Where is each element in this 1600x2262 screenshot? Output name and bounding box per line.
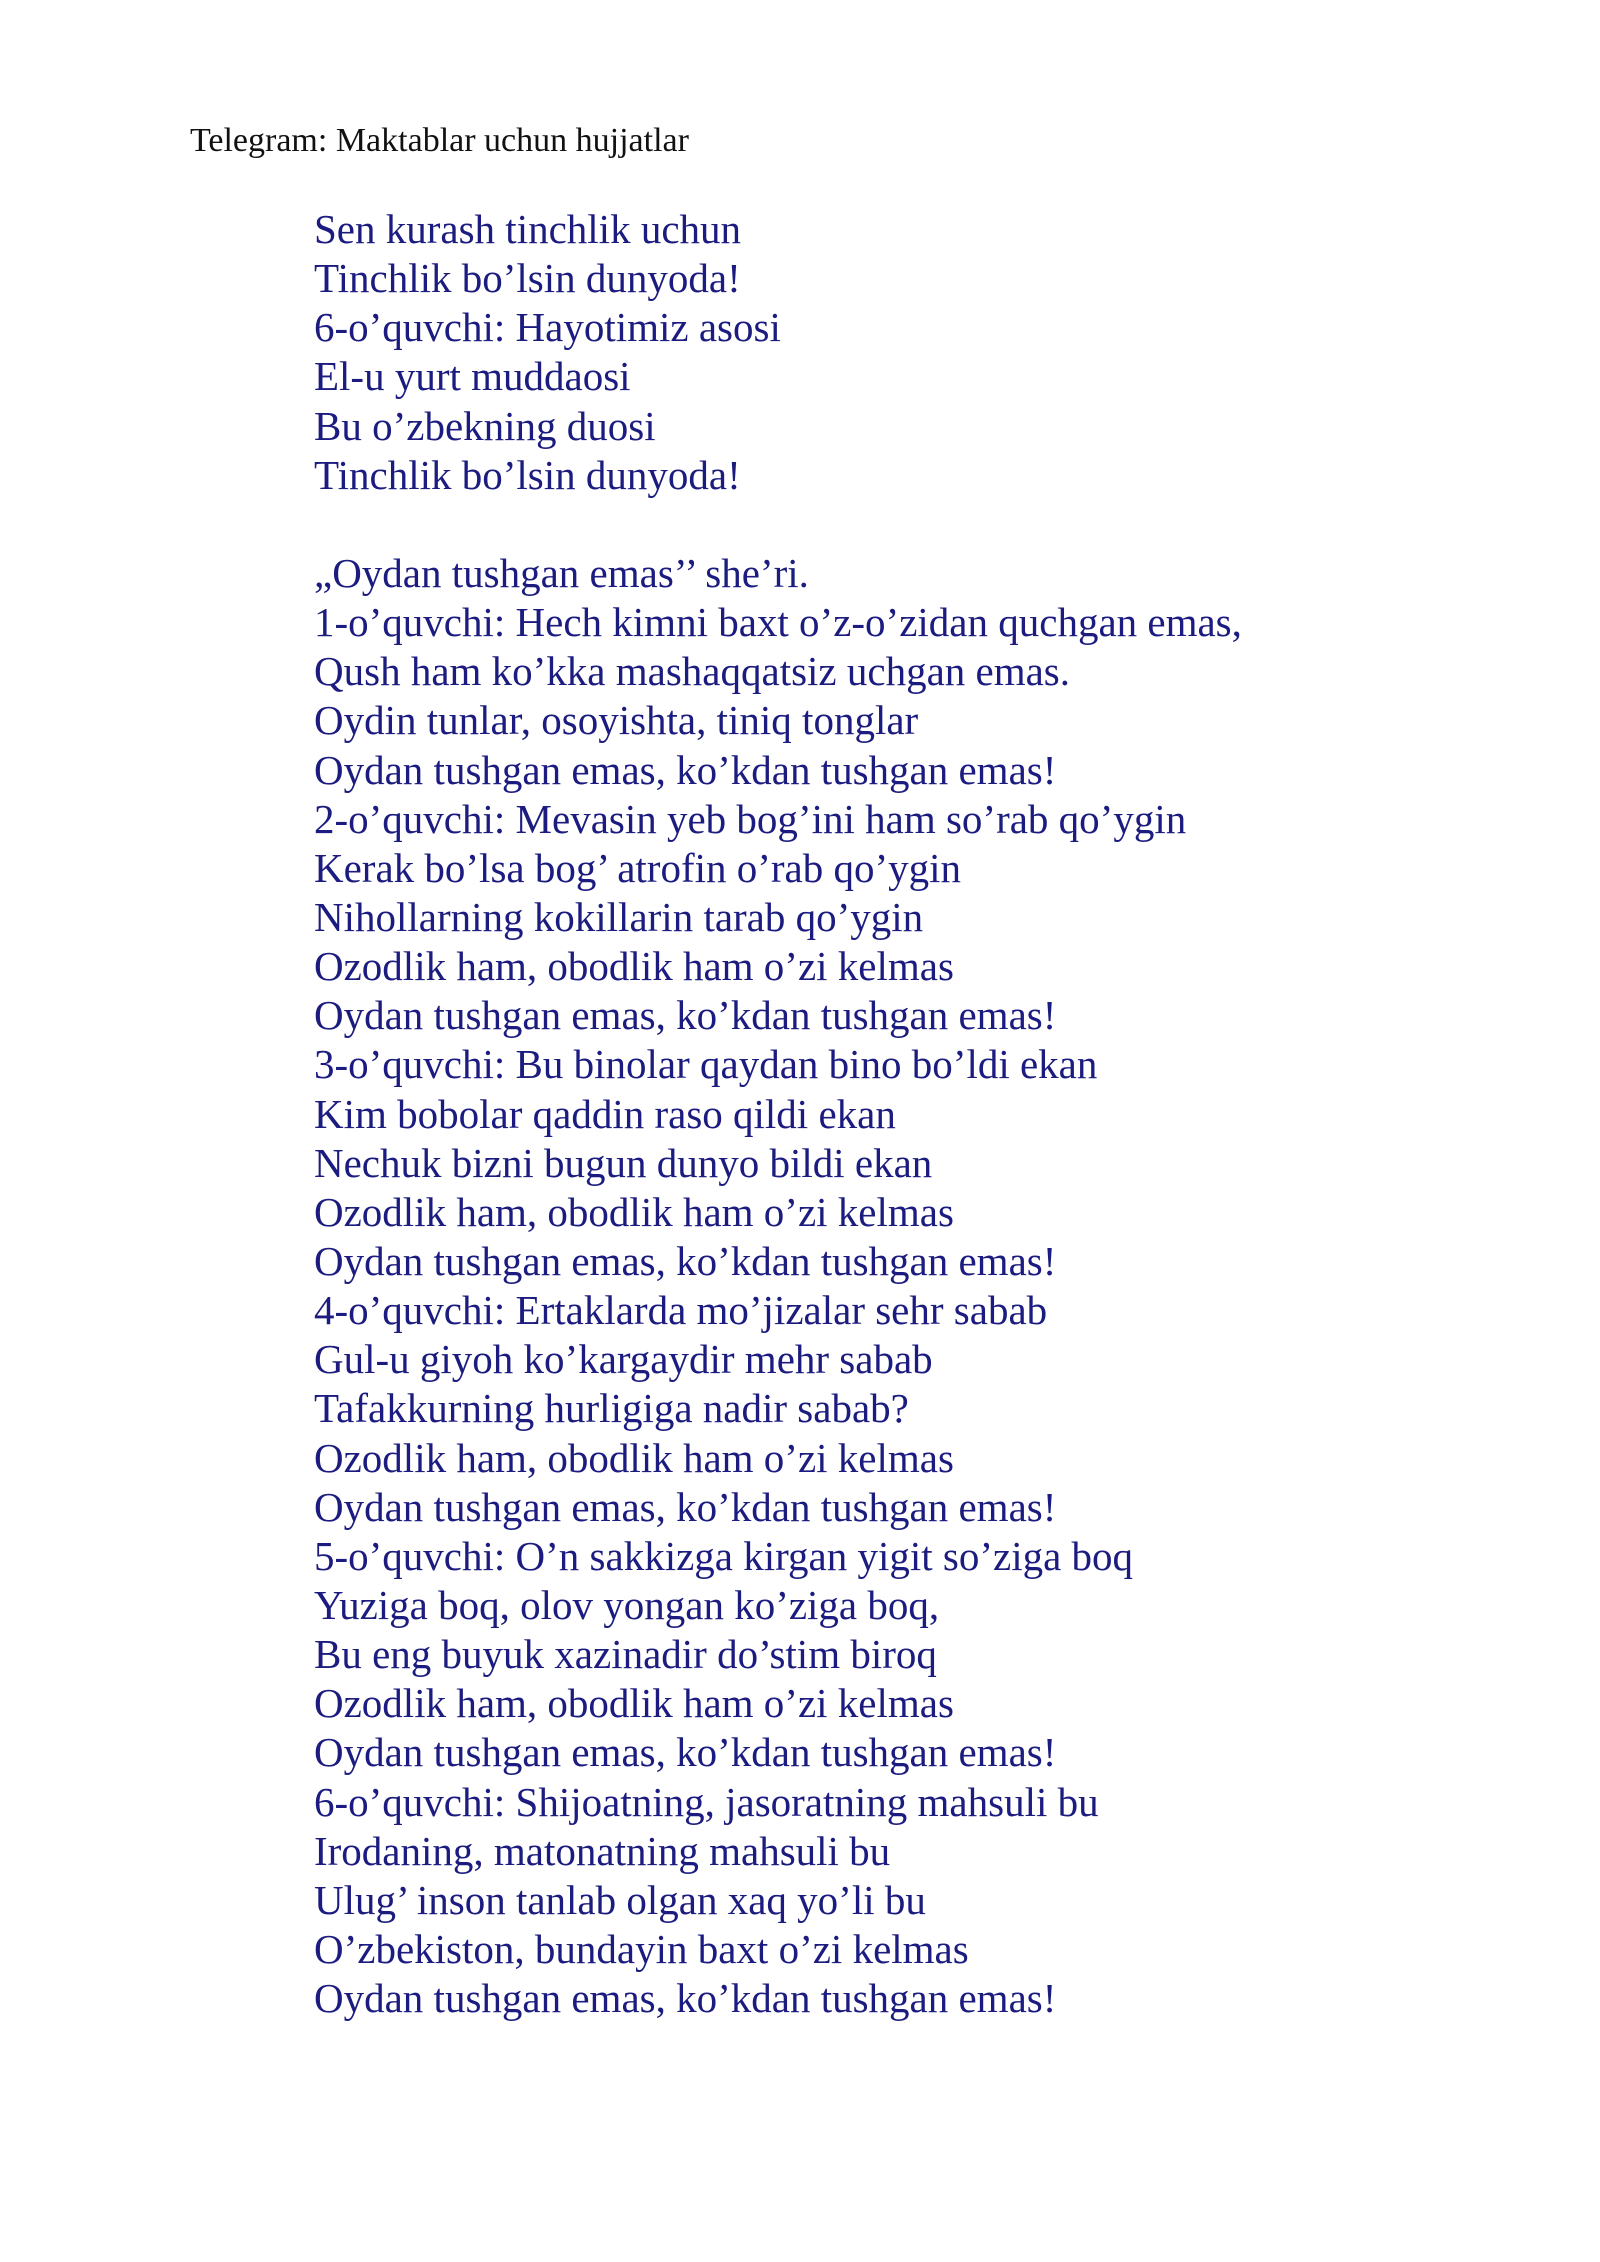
poem-line: Bu eng buyuk xazinadir do’stim biroq	[314, 1631, 937, 1678]
poem-line: Oydin tunlar, osoyishta, tiniq tonglar	[314, 697, 919, 744]
stanza-1	[314, 205, 1242, 500]
poem-line: 6-o’quvchi: Shijoatning, jasoratning mahsuli bu	[314, 1778, 1099, 1825]
poem-line: Ozodlik ham, obodlik ham o’zi kelmas	[314, 1434, 954, 1481]
poem-line: Ozodlik ham, obodlik ham o’zi kelmas	[314, 943, 954, 990]
poem-line: Oydan tushgan emas, ko’kdan tushgan emas!	[314, 746, 1057, 793]
stanza-2	[314, 549, 1242, 2023]
page-header: Telegram: Maktablar uchun hujjatlar	[190, 122, 689, 159]
poem-line: 4-o’quvchi: Ertaklarda mo’jizalar sehr sabab	[314, 1287, 1048, 1334]
poem-line: Gul-u giyoh ko’kargaydir mehr sabab	[314, 1336, 933, 1383]
poem-line: 5-o’quvchi: O’n sakkizga kirgan yigit so’ziga boq	[314, 1532, 1134, 1579]
poem-line: Nihollarning kokillarin tarab qo’ygin	[314, 893, 924, 940]
poem-line: Oydan tushgan emas, ko’kdan tushgan emas!	[314, 1975, 1057, 2022]
poem-line: Kerak bo’lsa bog’ atrofin o’rab qo’ygin	[314, 844, 962, 891]
poem-line: 2-o’quvchi: Mevasin yeb bog’ini ham so’rab qo’ygin	[314, 795, 1187, 842]
poem-line: 1-o’quvchi: Hech kimni baxt o’z-o’zidan quchgan emas,	[314, 599, 1242, 646]
poem-line: Oydan tushgan emas, ko’kdan tushgan emas!	[314, 992, 1057, 1039]
poem-line: Kim bobolar qaddin raso qildi ekan	[314, 1090, 896, 1137]
poem-line: El-u yurt muddaosi	[314, 353, 631, 400]
poem-title-line: „Oydan tushgan emas’’ she’ri.	[314, 549, 809, 596]
poem-line: Sen kurash tinchlik uchun	[314, 206, 742, 252]
stanza-gap	[314, 500, 1242, 549]
poem-line: Oydan tushgan emas, ko’kdan tushgan emas!	[314, 1237, 1057, 1284]
poem-line: Tinchlik bo’lsin dunyoda!	[314, 451, 741, 498]
poem-line: O’zbekiston, bundayin baxt o’zi kelmas	[314, 1925, 969, 1972]
poem-line: Ulug’ inson tanlab olgan xaq yo’li bu	[314, 1876, 926, 1923]
poem-body	[314, 205, 1242, 2023]
poem-line: 3-o’quvchi: Bu binolar qaydan bino bo’ldi ekan	[314, 1041, 1098, 1088]
poem-line: 6-o’quvchi: Hayotimiz asosi	[314, 304, 781, 351]
poem-line: Tafakkurning hurligiga nadir sabab?	[314, 1385, 909, 1432]
poem-line: Ozodlik ham, obodlik ham o’zi kelmas	[314, 1680, 954, 1727]
poem-line: Irodaning, matonatning mahsuli bu	[314, 1827, 891, 1874]
poem-line: Bu o’zbekning duosi	[314, 402, 656, 449]
poem-line: Qush ham ko’kka mashaqqatsiz uchgan emas.	[314, 648, 1071, 695]
poem-line: Ozodlik ham, obodlik ham o’zi kelmas	[314, 1188, 954, 1235]
poem-line: Oydan tushgan emas, ko’kdan tushgan emas!	[314, 1729, 1057, 1776]
poem-line: Yuziga boq, olov yongan ko’ziga boq,	[314, 1581, 940, 1628]
poem-line: Tinchlik bo’lsin dunyoda!	[314, 255, 741, 302]
poem-line: Oydan tushgan emas, ko’kdan tushgan emas!	[314, 1483, 1057, 1530]
poem-line: Nechuk bizni bugun dunyo bildi ekan	[314, 1139, 933, 1186]
